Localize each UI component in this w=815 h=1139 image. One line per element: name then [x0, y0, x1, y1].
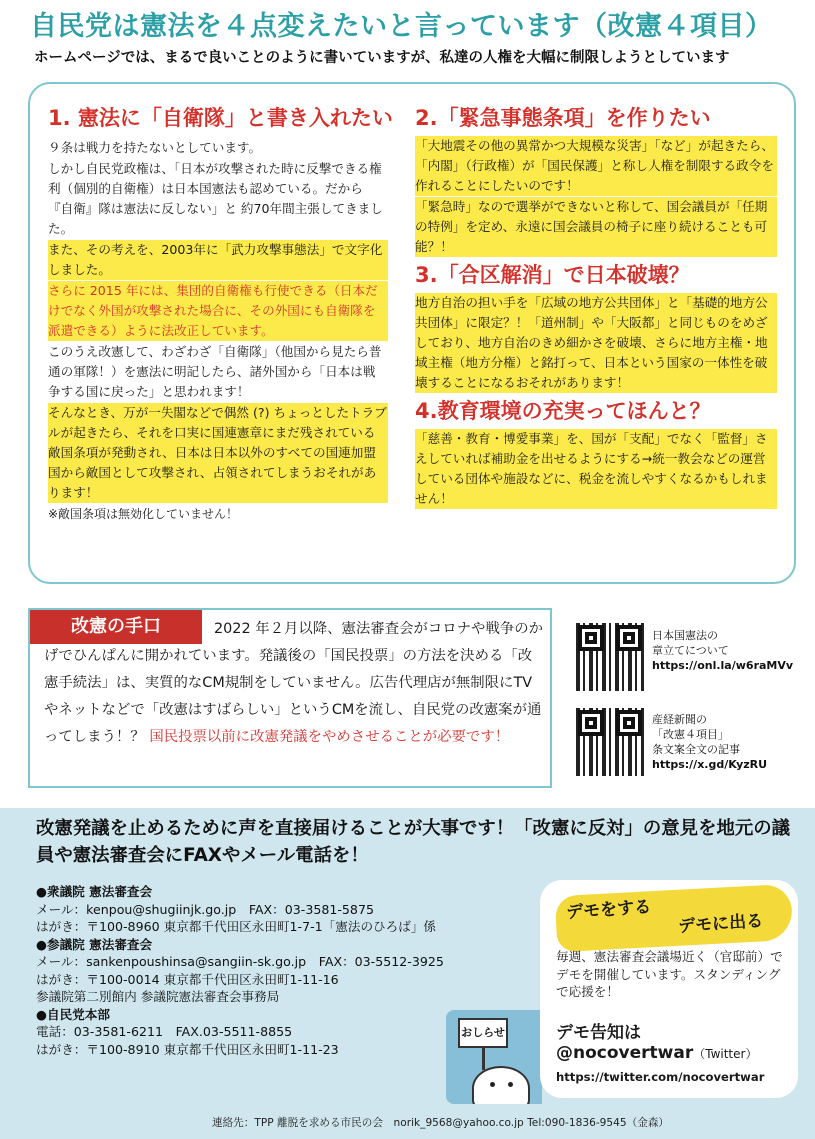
demo-description: 毎週、憲法審査会議場近く（官邸前）でデモを開催しています。スタンディングで応援を！ [556, 949, 783, 999]
section-2-title: 2.「緊急事態条項」を作りたい [415, 106, 711, 130]
twitter-handle[interactable] [556, 1043, 757, 1063]
ldp-post: はがき：〒100-8910 東京都千代田区永田町1-11-23 [36, 1041, 339, 1057]
section-1-note: ※敵国条項は無効化していません！ [48, 507, 239, 521]
shugiin-org: ●衆議院 憲法審査会 [36, 884, 153, 899]
qr1-url[interactable]: https://onl.la/w6raMVv [652, 659, 794, 672]
bear-icon [472, 1066, 530, 1104]
qr2-line2: 「改憲４項目」 [652, 728, 729, 741]
section-1-p4: さらに 2015 年には、集団的自衛権も行使できる（日本だけでなく外国が攻撃された場合に、その外国にも自衛隊を派遣できる）ように法改正しています。 [48, 281, 388, 341]
section-4-title: 4.教育環境の充実ってほんと？ [415, 399, 711, 423]
section-3-p1: 地方自治の担い手を「広域の地方公共団体」と「基礎的地方公共団体」に限定？！「道州制」や「大阪都」と同じものをめざしており、地方自治のきめ細かさを破壊、さらに地方主権・地域主権（地方分権）と銘打って、日本という国家の一体性を破壊することになるおそれがあります！ [415, 293, 777, 393]
contact-headline: 改憲発議を止めるために声を直接届けることが大事です！「改憲に反対」の意見を地元の議員や憲法審査会にFAXやメール電話を！ [36, 818, 791, 866]
section-1-p5: このうえ改憲して、わざわざ「自衛隊」（他国から見たら普通の軍隊！）を憲法に明記したら、諸外国から「日本は戦争する国に戻った」と思われます！ [48, 344, 382, 399]
section-1-p3: また、その考えを、2003年に「武力攻撃事態法」で文字化しました。 [48, 240, 388, 280]
notice-sign: おしらせ [458, 1018, 508, 1048]
qr2-line3: 条文案全文の記事 [652, 743, 740, 756]
qr1-line1: 日本国憲法の [652, 629, 718, 642]
section-1-p6: そんなとき、万が一失閣などで偶然 (?) ちょっとしたトラブルが起きたら、それを口実に国連憲章にまだ残されている敵国条項が発動され、日本は日本以外のすべての国連加盟国から敵国として攻撃され、占領されてしまうおそれがあります！ [48, 403, 388, 503]
section-1-p1: ９条は戦力を持たないとしています。 [48, 140, 262, 155]
tactics-label: 改憲の手口 [30, 610, 202, 644]
qr-code-sankei [576, 708, 644, 776]
demo-notice-label: デモ告知は [556, 1023, 641, 1043]
ldp-org: ●自民党本部 [36, 1006, 110, 1022]
section-4-p1: 「慈善・教育・博愛事業」を、国が「支配」でなく「監督」さえしていれば補助金を出せるようにする→統一教会などの運営している団体や施設などに、税金を流しやすくなるかもしれません！ [415, 429, 777, 509]
tactics-text [44, 616, 544, 751]
section-1-p2: しかし自民党政権は、「日本が攻撃された時に反撃できる権利（個別的自衛権）は日本国憲法も認めている。だから『自衛』隊は憲法に反しない」と 約70年間主張してきました。 [48, 161, 383, 236]
sangiin-org: ●参議院 憲法審査会 [36, 936, 153, 952]
section-2-p2: 「緊急時」なので選挙ができないと称して、国会議員が「任期の特例」を定め、永遠に国会議員の椅子に座り続けることも可能？！ [415, 197, 777, 257]
sections-2-4 [415, 104, 777, 510]
bear-sign-illustration [446, 1010, 542, 1104]
qr-code-constitution [576, 623, 644, 691]
qr-caption-1 [652, 628, 802, 673]
ldp-tel[interactable]: 電話：03-3581-6211 FAX.03-5511-8855 [36, 1024, 293, 1039]
sangiin-mail[interactable]: メール：sankenpoushinsa@sangiin-sk.go.jp FAX：03-5512-3925 [36, 954, 444, 969]
qr-caption-2 [652, 712, 802, 772]
shugiin-mail[interactable]: メール：kenpou@shugiinjk.go.jp FAX：03-3581-5875 [36, 901, 374, 917]
section-2-p1: 「大地震その他の異常かつ大規模な災害」「など」が起きたら、「内閣」（行政権）が「国民保護」と称し人権を制限する政令を作れることにしたいのです！ [415, 136, 777, 196]
shugiin-post: はがき：〒100-8960 東京都千代田区永田町1-7-1「憲法のひろば」係 [36, 919, 437, 934]
sign-pole [482, 1048, 485, 1070]
section-1-title: 1. 憲法に「自衛隊」と書き入れたい [48, 106, 393, 130]
qr2-line1: 産経新聞の [652, 713, 707, 726]
twitter-handle-text[interactable]: @nocovertwar [556, 1043, 694, 1063]
page-subtitle: ホームページでは、まるで良いことのように書いていますが、私達の人権を大幅に制限しようとしています [34, 50, 730, 66]
tactics-conclusion: 国民投票以前に改憲発議をやめさせることが必要です！ [149, 729, 510, 745]
tactics-box [28, 608, 552, 788]
sangiin-post-2: 参議院第二別館内 参議院憲法審査会事務局 [36, 989, 280, 1004]
twitter-url[interactable]: https://twitter.com/nocovertwar [556, 1070, 765, 1084]
tactics-body: 2022 年２月以降、憲法審査会がコロナや戦争のかげでひんぱんに開かれています。発議後の「国民投票」の方法を決める「改憲手続法」は、実質的なCM規制をしていません。広告代理店が無制限にTVやネットなどで「改憲はすばらしい」というCMを流し、自民党の改憲案が通ってしまう！？ [44, 621, 544, 745]
section-1 [48, 104, 393, 525]
qr1-line2: 章立てについて [652, 644, 729, 657]
qr2-url[interactable]: https://x.gd/KyzRU [652, 758, 768, 771]
section-3-title: 3.「合区解消」で日本破壊？ [415, 263, 690, 287]
twitter-handle-suffix: （Twitter） [693, 1047, 758, 1061]
sangiin-post: はがき：〒100-0014 東京都千代田区永田町1-11-16 [36, 971, 339, 987]
demo-banner-text-2: デモに出る [677, 911, 764, 937]
footer-contact: 連絡先：TPP 離脱を求める市民の会 norik_9568@yahoo.co.jp Tel:090-1836-9545（金森） [212, 1117, 670, 1129]
demo-banner-text-1: デモをする [565, 897, 652, 923]
page-title: 自民党は憲法を４点変えたいと言っています（改憲４項目） [30, 11, 773, 42]
